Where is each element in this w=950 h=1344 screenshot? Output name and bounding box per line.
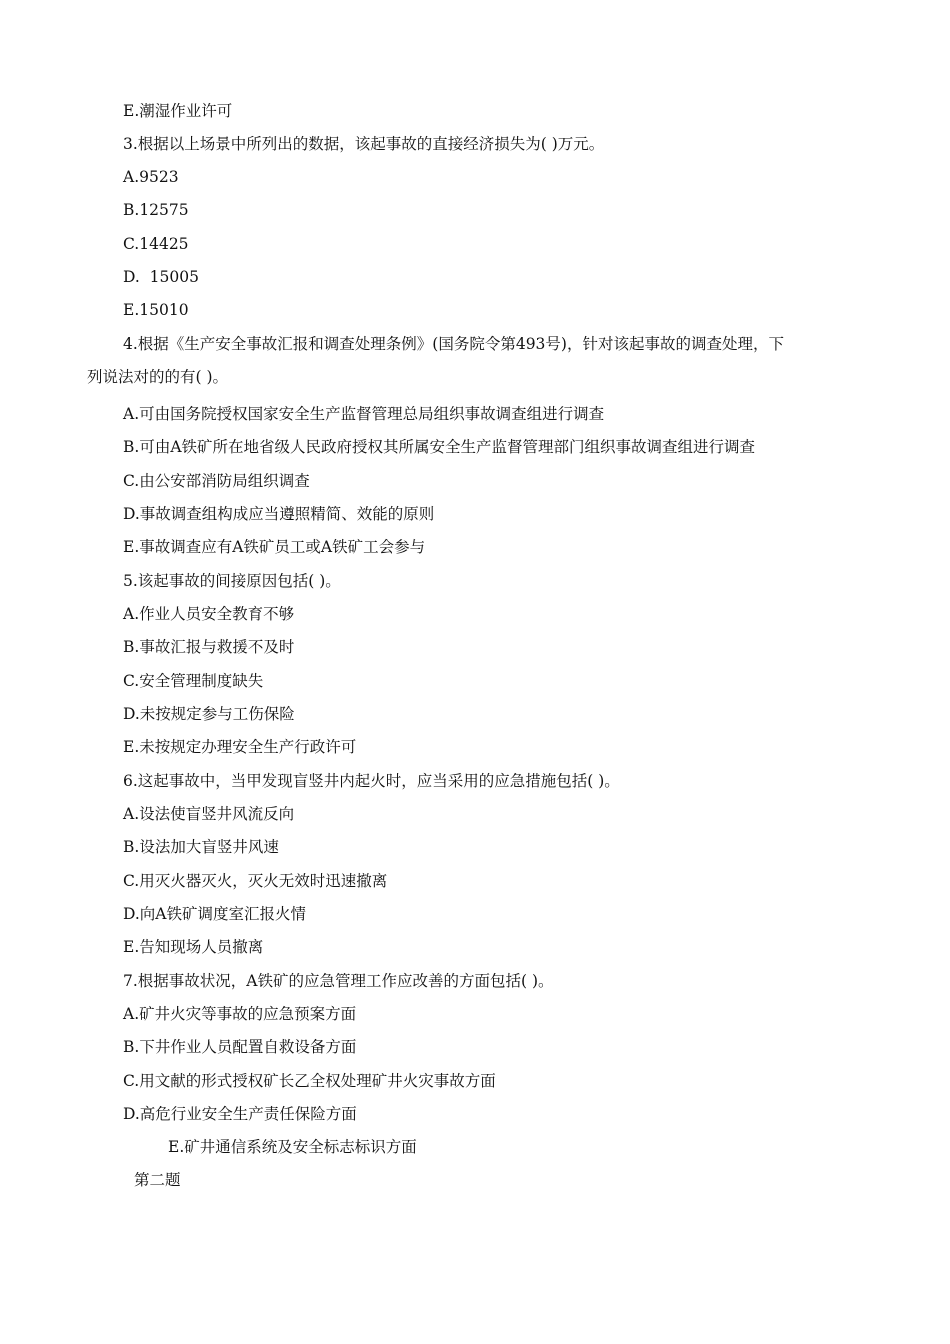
q4-option-c: C.由公安部消防局组织调查 — [123, 472, 310, 490]
q7-option-d: D.高危行业安全生产责任保险方面 — [123, 1105, 357, 1123]
q6-option-e: E.告知现场人员撤离 — [123, 938, 264, 956]
q6-option-c: C.用灭火器灭火，灭火无效时迅速撤离 — [123, 872, 388, 890]
q5-option-a: A.作业人员安全教育不够 — [123, 605, 295, 623]
section-heading-second-question: 第二题 — [134, 1171, 181, 1189]
q3-option-d: D. 15005 — [123, 268, 199, 286]
q3-option-e: E.15010 — [123, 301, 189, 319]
q5-option-d: D.未按规定参与工伤保险 — [123, 705, 295, 723]
q3-option-a: A.9523 — [123, 168, 179, 186]
q4-option-d: D.事故调查组构成应当遵照精简、效能的原则 — [123, 505, 435, 523]
question-4: 4.根据《生产安全事故汇报和调查处理条例》(国务院令第493号)，针对该起事故的调查处理，下 — [123, 335, 784, 353]
q2-option-e: E.潮湿作业许可 — [123, 102, 233, 120]
q4-option-b: B.可由A铁矿所在地省级人民政府授权其所属安全生产监督管理部门组织事故调查组进行调查 — [123, 438, 756, 456]
q7-option-b: B.下井作业人员配置自救设备方面 — [123, 1038, 357, 1056]
question-7: 7.根据事故状况，A铁矿的应急管理工作应改善的方面包括( )。 — [123, 972, 554, 990]
q7-option-c: C.用文献的形式授权矿长乙全权处理矿井火灾事故方面 — [123, 1072, 496, 1090]
q7-option-a: A.矿井火灾等事故的应急预案方面 — [123, 1005, 357, 1023]
q3-option-b: B.12575 — [123, 201, 189, 219]
q4-option-e: E.事故调查应有A铁矿员工或A铁矿工会参与 — [123, 538, 426, 556]
question-3: 3.根据以上场景中所列出的数据，该起事故的直接经济损失为( )万元。 — [123, 135, 605, 153]
q4-option-a: A.可由国务院授权国家安全生产监督管理总局组织事故调查组进行调查 — [123, 405, 605, 423]
q3-option-c: C.14425 — [123, 235, 189, 253]
q5-option-e: E.未按规定办理安全生产行政许可 — [123, 738, 357, 756]
q6-option-a: A.设法使盲竖井风流反向 — [123, 805, 295, 823]
question-6: 6.这起事故中，当甲发现盲竖井内起火时，应当采用的应急措施包括( )。 — [123, 772, 620, 790]
question-5: 5.该起事故的间接原因包括( )。 — [123, 572, 341, 590]
q6-option-d: D.向A铁矿调度室汇报火情 — [123, 905, 306, 923]
q5-option-c: C.安全管理制度缺失 — [123, 672, 264, 690]
q7-option-e: E.矿井通信系统及安全标志标识方面 — [168, 1138, 417, 1156]
question-4-continued: 列说法对的的有( )。 — [87, 368, 229, 386]
q5-option-b: B.事故汇报与救援不及时 — [123, 638, 295, 656]
q6-option-b: B.设法加大盲竖井风速 — [123, 838, 279, 856]
